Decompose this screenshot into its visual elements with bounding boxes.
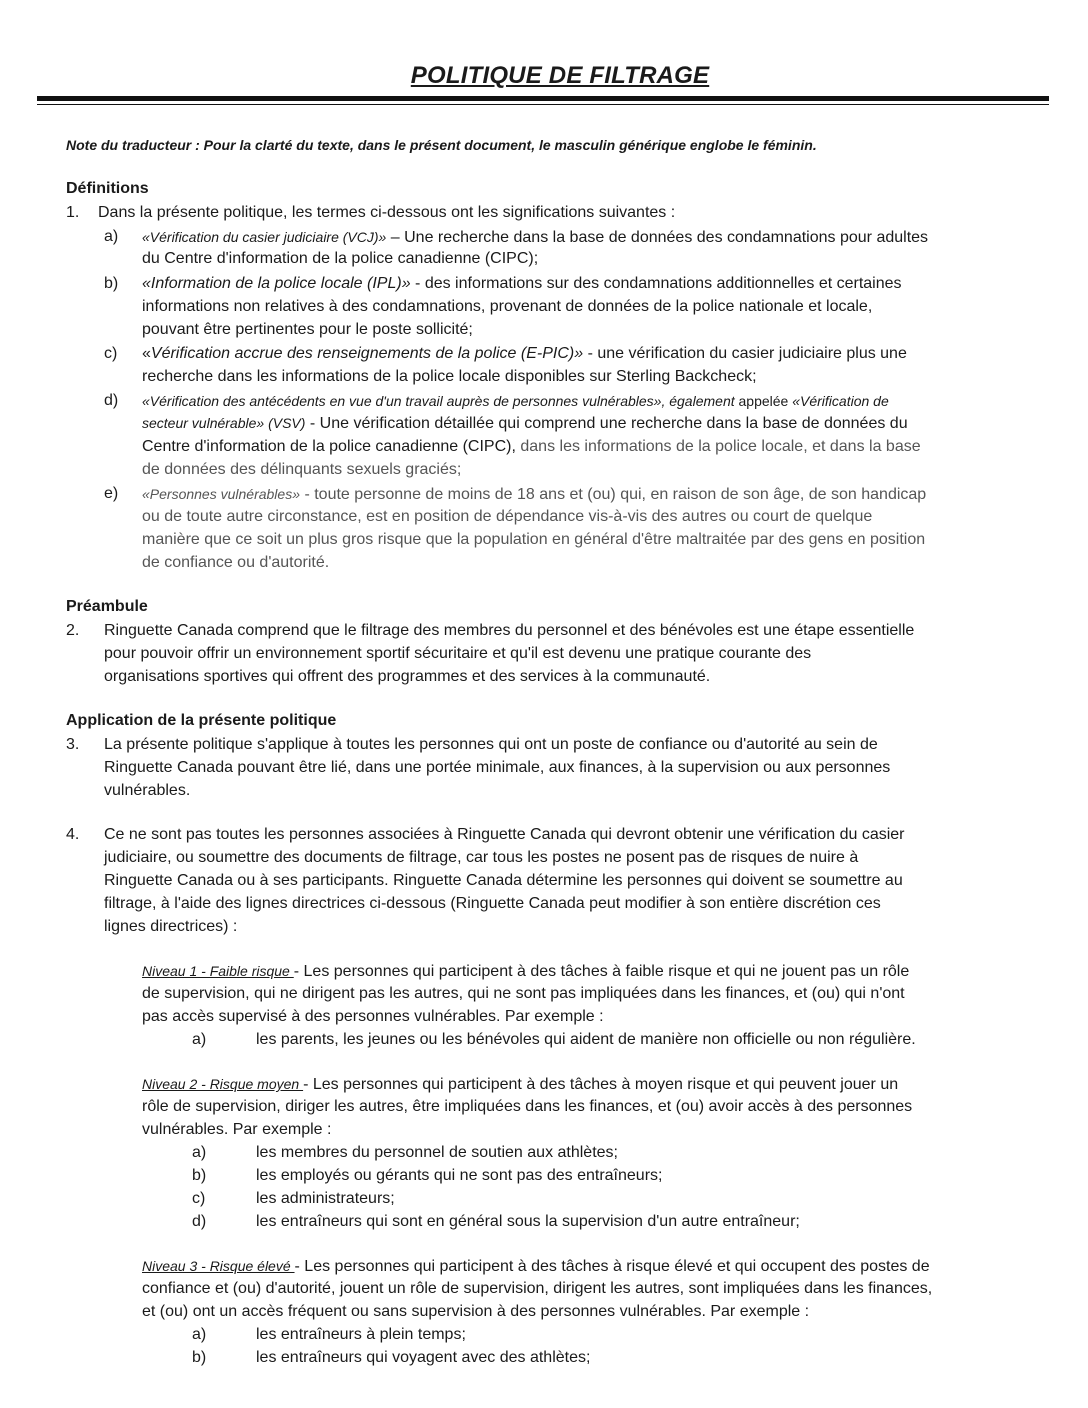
definition-e-line2: ou de toute autre circonstance, est en position de dépendance vis-à-vis des autres ou court de quelque xyxy=(142,508,873,525)
level-2-line1 xyxy=(142,1073,898,1096)
list-item: les membres du personnel de soutien aux athlètes; xyxy=(256,1144,618,1161)
section-heading-application: Application de la présente politique xyxy=(66,712,337,729)
section-heading-preamble: Préambule xyxy=(66,598,148,615)
paragraph-4-line3: Ringuette Canada ou à ses participants. Ringuette Canada détermine les personnes qui doivent se soumettre au xyxy=(104,872,903,889)
section-heading-definitions: Définitions xyxy=(66,180,149,197)
definition-b-line2: informations non relatives à des condamnations, provenant de données de la police nationale et locale, xyxy=(142,298,873,315)
definition-text: – Une recherche dans la base de données des condamnations pour adultes xyxy=(386,229,929,246)
level-text: - Les personnes qui participent à des tâches à risque élevé et qui occupent des postes de xyxy=(294,1258,930,1275)
preamble-line3: organisations sportives qui offrent des programmes et des services à la communauté. xyxy=(104,668,711,685)
list-item: les entraîneurs qui voyagent avec des athlètes; xyxy=(256,1349,591,1366)
definition-text: - des informations sur des condamnations additionnelles et certaines xyxy=(410,275,902,292)
list-item: les administrateurs; xyxy=(256,1190,395,1207)
definition-text: - une vérification du casier judiciaire plus une xyxy=(583,345,907,362)
definition-b xyxy=(142,273,902,295)
list-label: a) xyxy=(192,1144,207,1161)
level-title: Niveau 1 - Faible risque xyxy=(142,963,294,979)
paragraph-number: 1. xyxy=(66,204,80,221)
definition-c-line2: recherche dans les informations de la police locale disponibles sur Sterling Backcheck; xyxy=(142,368,757,385)
level-text: - Les personnes qui participent à des tâches à faible risque et qui ne jouent pas un rôle xyxy=(293,963,910,980)
paragraph-number: 3. xyxy=(66,736,80,753)
list-label: a) xyxy=(192,1031,207,1048)
definition-d xyxy=(142,390,889,413)
definition-a-line2: du Centre d'information de la police canadienne (CIPC); xyxy=(142,250,539,267)
defined-term: Vérification accrue des renseignements de la police (E-PIC)» xyxy=(150,345,584,362)
level-1-line3: pas accès supervisé à des personnes vulnérables. Par exemple : xyxy=(142,1008,604,1025)
level-3-line1 xyxy=(142,1255,930,1278)
level-title: Niveau 2 - Risque moyen xyxy=(142,1076,304,1092)
list-label: d) xyxy=(192,1213,207,1230)
paragraph-4-line2: judiciaire, ou soumettre des documents de filtrage, car tous les postes ne posent pas de risques de nuire à xyxy=(104,849,859,866)
defined-term: «Vérification des antécédents en vue d'un travail auprès de personnes vulnérables», également xyxy=(142,393,735,409)
definition-d-line2 xyxy=(142,412,908,435)
level-2-line3: vulnérables. Par exemple : xyxy=(142,1121,332,1138)
definition-b-line3: pouvant être pertinentes pour le poste sollicité; xyxy=(142,321,473,338)
defined-term: secteur vulnérable» (VSV) xyxy=(142,415,306,431)
defined-term: «Personnes vulnérables» xyxy=(142,486,300,502)
list-label: e) xyxy=(104,485,119,502)
paragraph-4-line5: lignes directrices) : xyxy=(104,918,238,935)
title-rule-thick xyxy=(37,96,1049,101)
list-label: b) xyxy=(192,1349,207,1366)
open-quote: « xyxy=(142,345,151,362)
title-rule-thin xyxy=(37,104,1049,105)
level-text: - Les personnes qui participent à des tâches à moyen risque et qui peuvent jouer un xyxy=(303,1076,899,1093)
definition-c xyxy=(142,343,907,365)
definition-text: appelée xyxy=(734,393,793,409)
definition-a xyxy=(142,226,928,249)
definition-d-line4: de données des délinquants sexuels graciés; xyxy=(142,461,462,478)
level-title: Niveau 3 - Risque élevé xyxy=(142,1258,295,1274)
level-1-line2: de supervision, qui ne dirigent pas les autres, qui ne sont pas impliquées dans les finances, et (ou) qui n'ont xyxy=(142,985,905,1002)
list-label: c) xyxy=(104,345,118,362)
defined-term: «Vérification de xyxy=(792,393,889,409)
list-label: d) xyxy=(104,392,119,409)
preamble-line2: pour pouvoir offrir un environnement sportif sécuritaire et qu'il est devenu une pratique courante des xyxy=(104,645,812,662)
definition-d-line3 xyxy=(142,436,921,458)
list-label: a) xyxy=(192,1326,207,1343)
definitions-intro: Dans la présente politique, les termes ci-dessous ont les significations suivantes : xyxy=(98,204,676,221)
page-title: POLITIQUE DE FILTRAGE xyxy=(410,62,710,89)
paragraph-3-line2: Ringuette Canada pouvant être lié, dans une portée minimale, aux finances, à la supervision ou aux personnes xyxy=(104,759,891,776)
paragraph-number: 4. xyxy=(66,826,80,843)
defined-term: «Vérification du casier judiciaire (VCJ)» xyxy=(142,229,387,245)
paragraph-4-line4: filtrage, à l'aide des lignes directrices ci-dessous (Ringuette Canada peut modifier à son entière discrétion ces xyxy=(104,895,881,912)
definition-text: - toute personne de moins de 18 ans et (ou) qui, en raison de son âge, de son handicap xyxy=(300,486,927,503)
definition-e-line3: manière que ce soit un plus gros risque que la population en général d'être maltraitée par des gens en position xyxy=(142,531,926,548)
translator-note: Note du traducteur : Pour la clarté du texte, dans le présent document, le masculin générique englobe le féminin. xyxy=(66,137,817,153)
preamble-line1: Ringuette Canada comprend que le filtrage des membres du personnel et des bénévoles est une étape essentielle xyxy=(104,622,915,639)
paragraph-4-line1: Ce ne sont pas toutes les personnes associées à Ringuette Canada qui devront obtenir une vérification du casier xyxy=(104,826,905,843)
list-label: a) xyxy=(104,228,119,245)
paragraph-number: 2. xyxy=(66,622,80,639)
level-3-line2: confiance et (ou) d'autorité, jouent un rôle de supervision, dirigent les autres, sont impliquées dans les finances, xyxy=(142,1280,933,1297)
list-item: les employés ou gérants qui ne sont pas des entraîneurs; xyxy=(256,1167,663,1184)
definition-e xyxy=(142,483,926,506)
list-label: c) xyxy=(192,1190,206,1207)
level-2-line2: rôle de supervision, diriger les autres, être impliquées dans les finances, et (ou) avoir accès à des personnes xyxy=(142,1098,913,1115)
paragraph-3-line1: La présente politique s'applique à toutes les personnes qui ont un poste de confiance ou d'autorité au sein de xyxy=(104,736,878,753)
list-item: les parents, les jeunes ou les bénévoles qui aident de manière non officielle ou non régulière. xyxy=(256,1031,916,1048)
list-label: b) xyxy=(192,1167,207,1184)
list-item: les entraîneurs à plein temps; xyxy=(256,1326,466,1343)
paragraph-3-line3: vulnérables. xyxy=(104,782,191,799)
list-label: b) xyxy=(104,275,119,292)
definition-text: Centre d'information de la police canadienne (CIPC), xyxy=(142,438,516,455)
level-1-line1 xyxy=(142,960,909,983)
definition-e-line4: de confiance ou d'autorité. xyxy=(142,554,330,571)
level-3-line3: et (ou) ont un accès fréquent ou sans supervision à des personnes vulnérables. Par exemple : xyxy=(142,1303,810,1320)
defined-term: «Information de la police locale (IPL)» xyxy=(142,275,411,292)
list-item: les entraîneurs qui sont en général sous la supervision d'un autre entraîneur; xyxy=(256,1213,800,1230)
definition-text: dans les informations de la police locale, et dans la base xyxy=(515,438,921,455)
definition-text: - Une vérification détaillée qui comprend une recherche dans la base de données du xyxy=(305,415,908,432)
